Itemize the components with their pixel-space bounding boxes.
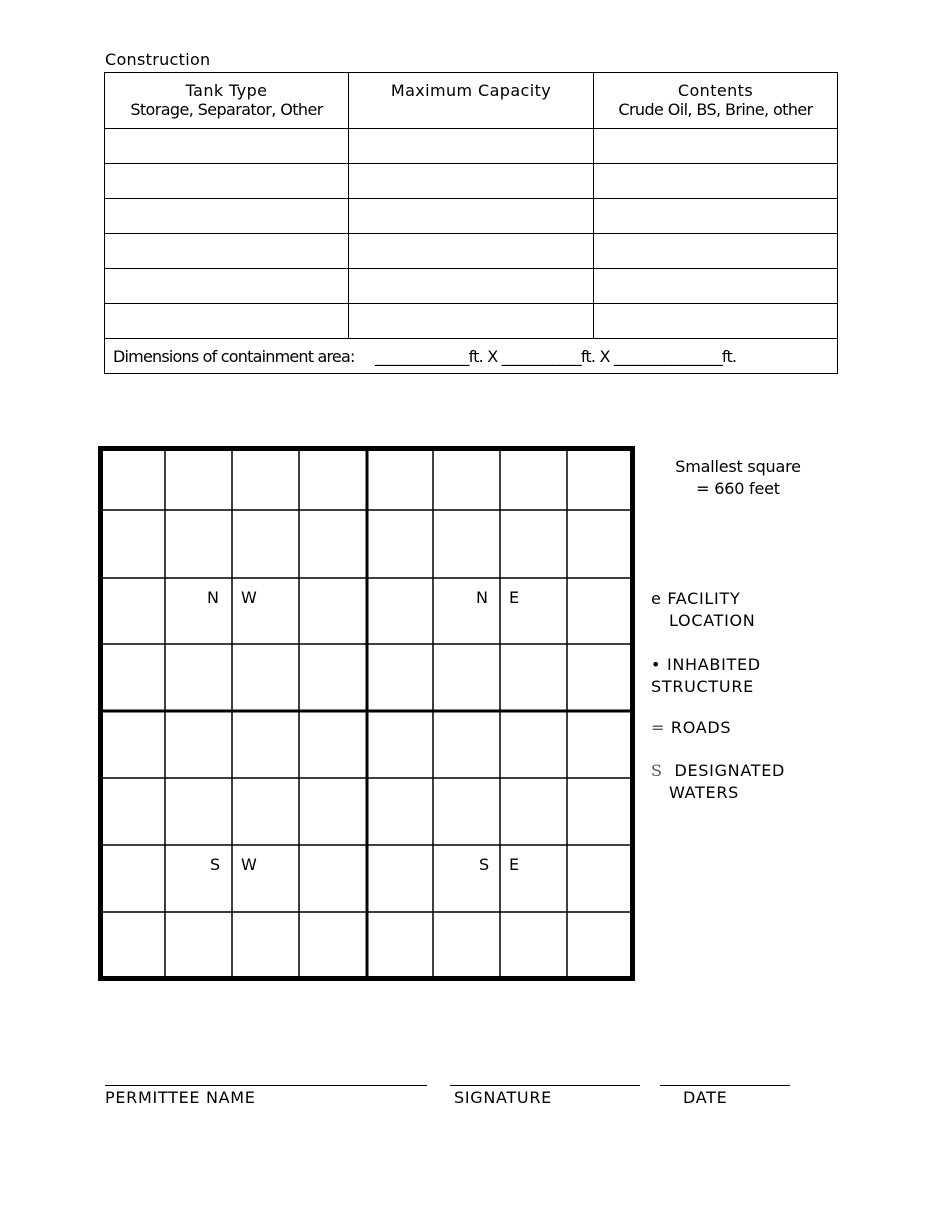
signature-label: SIGNATURE — [454, 1088, 552, 1107]
tank-type-cell[interactable] — [105, 269, 349, 304]
legend-waters-label: DESIGNATED — [674, 761, 786, 780]
tank-table-header — [105, 73, 838, 129]
legend-designated-waters — [651, 760, 785, 804]
designated-waters-icon: S — [651, 761, 663, 780]
legend-facility-label: FACILITY — [667, 589, 741, 608]
contents-cell[interactable] — [594, 304, 838, 339]
table-row — [105, 129, 838, 164]
contents-cell[interactable] — [594, 129, 838, 164]
location-grid[interactable] — [98, 446, 635, 981]
legend-roads — [651, 717, 731, 739]
facility-location-icon: e — [651, 589, 662, 608]
tank-type-cell[interactable] — [105, 164, 349, 199]
header-tank-type — [105, 73, 349, 129]
date-line[interactable] — [660, 1085, 790, 1086]
table-row — [105, 234, 838, 269]
permittee-name-line[interactable] — [105, 1085, 427, 1086]
contents-cell[interactable] — [594, 199, 838, 234]
header-contents-label: Contents — [677, 81, 754, 100]
quadrant-sw-w: W — [241, 855, 258, 874]
contents-cell[interactable] — [594, 269, 838, 304]
dimensions-row — [105, 339, 838, 374]
header-contents-sub: Crude Oil, BS, Brine, other — [618, 100, 813, 119]
max-capacity-cell[interactable] — [349, 164, 594, 199]
quadrant-se-e: E — [509, 855, 520, 874]
roads-icon: = — [651, 718, 666, 737]
table-row — [105, 199, 838, 234]
legend-facility-location — [651, 588, 755, 632]
max-capacity-cell[interactable] — [349, 269, 594, 304]
tank-type-cell[interactable] — [105, 129, 349, 164]
header-max-capacity-label: Maximum Capacity — [390, 81, 552, 100]
legend-roads-label: ROADS — [670, 718, 732, 737]
tank-type-cell[interactable] — [105, 234, 349, 269]
inhabited-structure-icon: • — [651, 655, 662, 674]
tank-table — [104, 72, 838, 374]
max-capacity-cell[interactable] — [349, 304, 594, 339]
legend-facility-label-2: LOCATION — [669, 611, 756, 630]
header-tank-type-sub: Storage, Separator, Other — [130, 100, 323, 119]
quadrant-ne-e: E — [509, 588, 520, 607]
scale-line-2: = 660 feet — [696, 479, 780, 498]
section-title: Construction — [105, 50, 211, 69]
tank-type-cell[interactable] — [105, 304, 349, 339]
quadrant-sw-s: S — [210, 855, 221, 874]
date-label: DATE — [683, 1088, 728, 1107]
dimensions-label: Dimensions of containment area: — [113, 346, 355, 366]
max-capacity-cell[interactable] — [349, 234, 594, 269]
legend-inhabited-label-2: STRUCTURE — [651, 677, 754, 696]
quadrant-ne-n: N — [476, 588, 489, 607]
header-contents — [594, 73, 838, 129]
grid-lines — [103, 451, 630, 976]
scale-line-1: Smallest square — [675, 457, 801, 476]
table-row — [105, 304, 838, 339]
header-tank-type-label: Tank Type — [185, 81, 268, 100]
contents-cell[interactable] — [594, 234, 838, 269]
max-capacity-cell[interactable] — [349, 129, 594, 164]
legend-waters-label-2: WATERS — [669, 783, 740, 802]
permittee-name-label: PERMITTEE NAME — [105, 1088, 256, 1107]
contents-cell[interactable] — [594, 164, 838, 199]
signature-line[interactable] — [450, 1085, 640, 1086]
dimensions-fields[interactable]: _____________ft. X ___________ft. X _______________ft. — [375, 346, 737, 366]
tank-type-cell[interactable] — [105, 199, 349, 234]
scale-note — [660, 456, 816, 500]
table-row — [105, 164, 838, 199]
header-max-capacity — [349, 73, 594, 129]
dimensions-cell — [105, 339, 838, 374]
table-row — [105, 269, 838, 304]
quadrant-nw-n: N — [207, 588, 220, 607]
max-capacity-cell[interactable] — [349, 199, 594, 234]
quadrant-nw-w: W — [241, 588, 258, 607]
legend-inhabited-label: INHABITED — [666, 655, 761, 674]
quadrant-se-s: S — [479, 855, 490, 874]
legend-inhabited-structure — [651, 654, 761, 698]
major-grid-lines — [103, 451, 630, 976]
